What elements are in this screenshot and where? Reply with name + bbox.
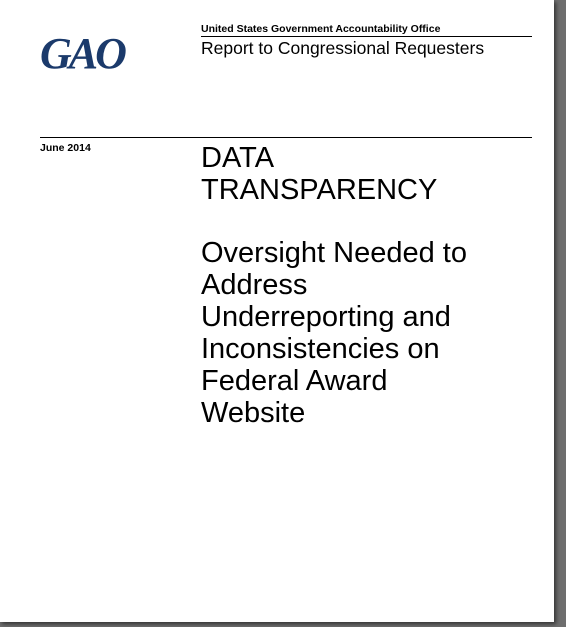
- logo-text: GAO: [40, 30, 124, 74]
- subtitle-line: Website: [201, 397, 306, 429]
- subtitle-line: Federal Award: [201, 365, 388, 397]
- report-subtitle: [201, 237, 531, 429]
- subtitle-line: Underreporting and: [201, 301, 451, 333]
- title-line: TRANSPARENCY: [201, 174, 438, 206]
- gao-logo-graphic: [40, 30, 136, 74]
- agency-name: United States Government Accountability Office: [201, 23, 441, 35]
- report-date: June 2014: [40, 142, 91, 154]
- gao-logo: [40, 30, 136, 74]
- subtitle-line: Address: [201, 269, 308, 301]
- title-line: DATA: [201, 142, 275, 174]
- report-type: Report to Congressional Requesters: [201, 38, 485, 58]
- header-divider: [201, 36, 532, 37]
- title-divider: [40, 137, 532, 138]
- subtitle-line: Oversight Needed to: [201, 237, 467, 269]
- subtitle-line: Inconsistencies on: [201, 333, 440, 365]
- report-title: [201, 142, 531, 206]
